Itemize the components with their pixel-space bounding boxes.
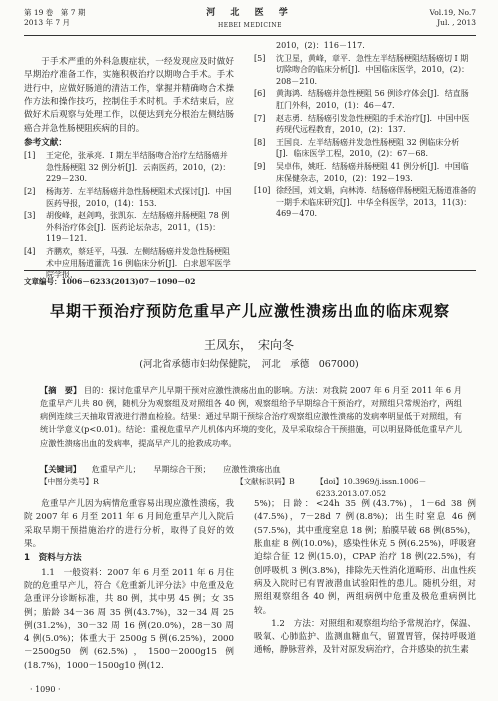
article-number: 文章编号：1006－6233(2013)07－1090－02 xyxy=(24,277,196,286)
prev-article-right-column xyxy=(254,40,476,221)
header-rule xyxy=(24,35,476,36)
header-journal-name: 河 北 医 学 HEBEI MEDICINE xyxy=(206,8,294,29)
page-number: · 1090 · xyxy=(30,685,61,694)
abstract-text: 目的：探讨危重早产儿早期干预对应激性溃疡出血的影响。方法：对我院 2007 年 6 月至 2011 年 6 月危重早产儿共 80 例，随机分为观察组及对照组各 40 例，观察组给予早期综合干预治疗，对照组只常规治疗，两组病例连续三天抽取胃液进行潜血检验。结果：通过早期干预综合治疗观察组应激性溃疡的发病率明显低于对照组，有统计学意义(p<0.01)。结论：重视危重早产儿机体内环境的变化，及早采取综合干预措施，可以明显降低危重早产儿应激性溃疡出血的发病率，提高早产儿的抢救成功率。 xyxy=(40,385,462,448)
reference-list-left xyxy=(24,150,234,281)
subsection-1-2: 1.2 方法：对照组和观察组均给予常规治疗，保温、吸氧、心肺监护、监测血糖血气，留置胃管，保持呼吸道通畅，静脉营养，及针对原发病治疗，合并感染的抗生素 xyxy=(254,618,476,656)
intro-paragraph: 危重早产儿因为病情危重容易出现应激性溃疡，我院 2007 年 6 月至 2011 年 6 月间危重早产儿入院后采取早期干预措施治疗的进行分析，取得了良好的效果。 xyxy=(24,499,234,549)
reference-item: [4] 齐鹏欢，蔡廷平，马强．左侧结肠癌并发急性肠梗阻术中应用肠道灌洗 16 例临床分析[J]．白求恩军医学院学报， xyxy=(24,246,231,280)
reference-item: [6] 黄海鸿．结肠癌并急性梗阻 56 例诊疗体会[J]．结直肠肛门外科，2010，(1)：46－47. xyxy=(254,89,469,110)
header-volume-issue-en: Vol.19, No.7 Jul. , 2013 xyxy=(429,8,476,28)
keywords xyxy=(40,463,462,476)
article-title: 早期干预治疗预防危重早产儿应激性溃疡出血的临床观察 xyxy=(49,302,450,320)
section-heading: 1 资料与方法 xyxy=(24,553,82,564)
prev-article-paragraph: 于手术严重的外科急腹症状，一经发现应及时做好早期治疗准备工作，实施积极治疗以期吻合手术。手术进行中，应做好肠道的清洁工作，掌握并精确吻合术操作方法和操作技巧，控制住手术时机。手术结束后，应做好术后观察与处理工作，以便达到充分根治左侧结肠癌合并急性肠梗阻疾病的目的。 xyxy=(24,57,234,134)
body-right-column xyxy=(254,498,476,658)
abstract-label: 【摘 要】 xyxy=(40,385,82,395)
reference-item: [9] 吴卓伟，姚旺．结肠癌并肠梗阻 41 例分析[J]．中国临床保健杂志，2010，(2)：192－193. xyxy=(254,161,469,183)
body-left-column xyxy=(24,498,234,673)
abstract xyxy=(40,384,462,450)
author-affiliation: (河北省承德市妇幼保健院， 河北 承德 067000) xyxy=(139,359,359,370)
doi: 【doi】10.3969/j.issn.1006－6233.2013.07.052 xyxy=(316,477,427,498)
reference-item: [2] 杨海芳．左半结肠癌并急性肠梗阻术式探讨[J]．中国医药导报，2010，(14)：153. xyxy=(24,186,232,208)
reference-item: [1] 王定伦，张承亮．I 期左半结肠吻合治疗左结肠癌并急性肠梗阻 32 例分析[J]．云南医药，2010，(2)：229－230. xyxy=(24,151,231,184)
prev-article-left-column xyxy=(24,56,234,282)
reference-item: [5] 沈卫星，黄峰，章平．急性左半结肠梗阻结肠癌切 I 期切除吻合的临床分析[J]．中国临床医学，2010，(2)：208－210. xyxy=(254,53,470,86)
keyword-item: 危重早产儿； xyxy=(91,464,141,474)
reference-item: [3] 胡俊峰，赵剑鸣，张凯东．左结肠癌并肠梗阻 78 例外科治疗体会[J]．医药论坛杂志，2011，(15)：119－121. xyxy=(24,211,230,244)
reference-item: [7] 赵志勇．结肠癌引发急性梗阻的手术治疗[J]．中国中医药现代远程教育，2010，(2)：137. xyxy=(254,113,470,135)
reference-list-right xyxy=(254,40,476,220)
reference-item-continued: 2010，(2)：116－117. xyxy=(276,41,365,50)
header-volume-issue: 第 19 卷 第 7 期 2013 年 7 月 xyxy=(24,8,86,28)
article-authors: 王凤东， 宋向冬 xyxy=(203,338,294,352)
keywords-label: 【关键词】 xyxy=(40,464,81,474)
references-title: 参考文献： xyxy=(24,137,67,148)
subsection-1-1: 1.1 一般资料：2007 年 6 月至 2011 年 6 月住院的危重早产儿，符合《危重新儿评分法》中危重及危急重评分诊断标准，共 80 例，其中男 45 例；女 35 例；胎龄 34－36 周 35 例(43.7%)，32－34 周 25 例(31.2%)，30－32 周 16 例(20.0%)，28－30 周 4 例(5.0%)；体重大于 2500g 5 例(6.25%)，2000－2500g50 例(62.5%)，1500－2000g15 例(18.7%)，1000－1500g10 例(12. xyxy=(24,567,234,671)
running-header xyxy=(24,6,476,34)
document-code: 【文献标识码】B xyxy=(236,477,295,486)
clc-code: 【中图分类号】R xyxy=(40,477,99,486)
keyword-item: 应激性溃疡出血 xyxy=(223,464,281,474)
reference-item: [8] 王国良．左半结肠癌并发急性肠梗阻 32 例临床分析[J]．临床医学工程，2010，(2)：67－68. xyxy=(254,137,460,159)
subsection-1-1-continued: 5%)；日龄：<24h 35 例(43.7%)，1－6d 38 例(47.5%)，7－28d 7 例(8.8%)；出生时窒息 46 例(57.5%)，其中重度窒息 18 例；胎膜早破 68 例(85%)，胀血症 8 例(10.0%)，感染性休克 5 例(6.25%)，呼吸窘迫综合征 12 例(15.0)，CPAP 治疗 18 例(22.5%)，有创呼吸机 3 例(3.8%)，排除先天性消化道畸形、出血性疾病及入院时已有胃液潜血试验阳性的患儿。随机分组，对照组观察组各 40 例，两组病例中危重及极危重病例比较。 xyxy=(254,499,476,616)
reference-item: [10] 徐经国，刘文娟，向林涛．结肠癌伴肠梗阻无肠道准备的一期手术临床研究[J]．中华全科医学，2013，11(3)：469－470. xyxy=(254,186,476,219)
article-separator-rule xyxy=(24,270,476,271)
keyword-item: 早期综合干预； xyxy=(153,464,211,474)
